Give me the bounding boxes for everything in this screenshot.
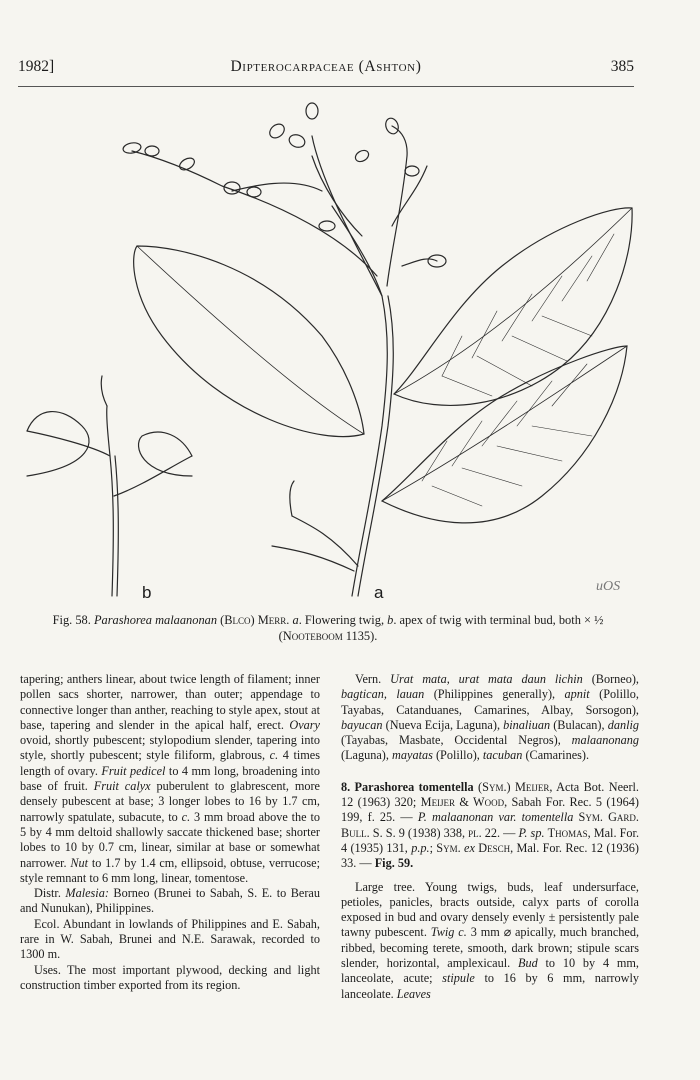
species-description-paragraph: Large tree. Young twigs, buds, leaf undersurface, petioles, panicles, bracts outside, calyx parts of corolla exposed in bud and ovary densely evenly ± persistently pale tawny pubescent. Twig c. 3 mm ⌀ apically, much branched, ribbed, becoming terete, smooth, dark brown; stipule scars slender, horizontal, amplexicaul. Bud to 10 by 4 mm, lanceolate, acute; stipule to 16 by 6 mm, narrowly lanceolate. Leaves xyxy=(341,879,640,1001)
main-stem xyxy=(332,206,387,596)
uses-paragraph: Uses. The most important plywood, decking and light construction timber exported from its region. xyxy=(20,962,320,992)
header-title: Dipterocarpaceae (Ashton) xyxy=(230,58,422,75)
flowering-twig-drawing xyxy=(22,96,634,602)
leaf-right-lower xyxy=(382,346,627,523)
botanical-illustration xyxy=(22,96,634,602)
right-column xyxy=(341,672,639,1002)
caption-line-2: (Nooteboom 1135). xyxy=(278,629,378,643)
label-b: b xyxy=(142,583,152,602)
ecology-paragraph: Ecol. Abundant in lowlands of Philippines and E. Sabah, rare in W. Sabah, Brunei and N.E. Sarawak, recorded to 1300 m. xyxy=(20,916,320,962)
running-header xyxy=(18,58,634,80)
left-column xyxy=(20,672,320,993)
caption-line-1: Fig. 58. Parashorea malaanonan (Blco) Merr. a. Flowering twig, b. apex of twig with terminal bud, both × ½ xyxy=(52,613,604,627)
header-year: 1982] xyxy=(18,58,55,75)
vernacular-paragraph: Vern. Urat mata, urat mata daun lichin (Borneo), bagtican, lauan (Philippines generally), apnit (Polillo, Tayabas, Catanduanes, Camarines, Albay, Sorsogon), bayucan (Nueva Ecija, Laguna), binaliuan (Bulacan), danlig (Tayabas, Masbate, Occidental Negros), malaanonang (Laguna), mayatas (Polillo), tacuban (Camarines). xyxy=(341,672,639,763)
species-heading-paragraph: 8. Parashorea tomentella (Sym.) Meijer, Acta Bot. Neerl. 12 (1963) 320; Meijer & Wood, Sabah For. Rec. 5 (1964) 199, f. 25. — P. malaanonan var. tomentella Sym. Gard. Bull. S. S. 9 (1938) 338, pl. 22. — P. sp. Thomas, Mal. For. 4 (1935) 131, p.p.; Sym. ex Desch, Mal. For. Rec. 12 (1936) 33. — Fig. 59. xyxy=(341,779,640,871)
figure-caption xyxy=(20,612,636,644)
spacer xyxy=(341,764,639,780)
twig-b xyxy=(107,406,114,596)
artist-signature: uOS xyxy=(596,579,621,594)
spacer xyxy=(341,872,639,880)
header-rule xyxy=(18,86,634,87)
description-paragraph: tapering; anthers linear, about twice length of filament; inner pollen sacs shorter, narrower, than outer; appendage to connective longer than anther, reaching to style apex, stout at base, tapering and slender in the apical half, erect. Ovary ovoid, shortly pubescent; stylopodium slender, tapering into style, shortly pubescent; style filiform, glabrous, c. 4 times length of ovary. Fruit pedicel to 4 mm long, broadening into base of fruit. Fruit calyx puberulent to glabrescent, more densely pubescent at base; 3 longer lobes to 16 by 1.7 cm, narrowly spatulate, subacute, to c. 3 mm broad above the to 5 by 4 mm deltoid shallowly saccate thickened base; shorter lobes to 10 by 0.7 cm, linear, similar at base or somewhat narrower. Nut to 1.7 by 1.4 cm, ellipsoid, obtuse, verrucose; style remnant to 6 mm long, linear, tomentose. xyxy=(20,672,320,885)
page-number: 385 xyxy=(610,58,634,75)
distribution-paragraph: Distr. Malesia: Borneo (Brunei to Sabah, S. E. to Berau and Nunukan), Philippines. xyxy=(20,886,320,916)
label-a: a xyxy=(374,583,384,602)
